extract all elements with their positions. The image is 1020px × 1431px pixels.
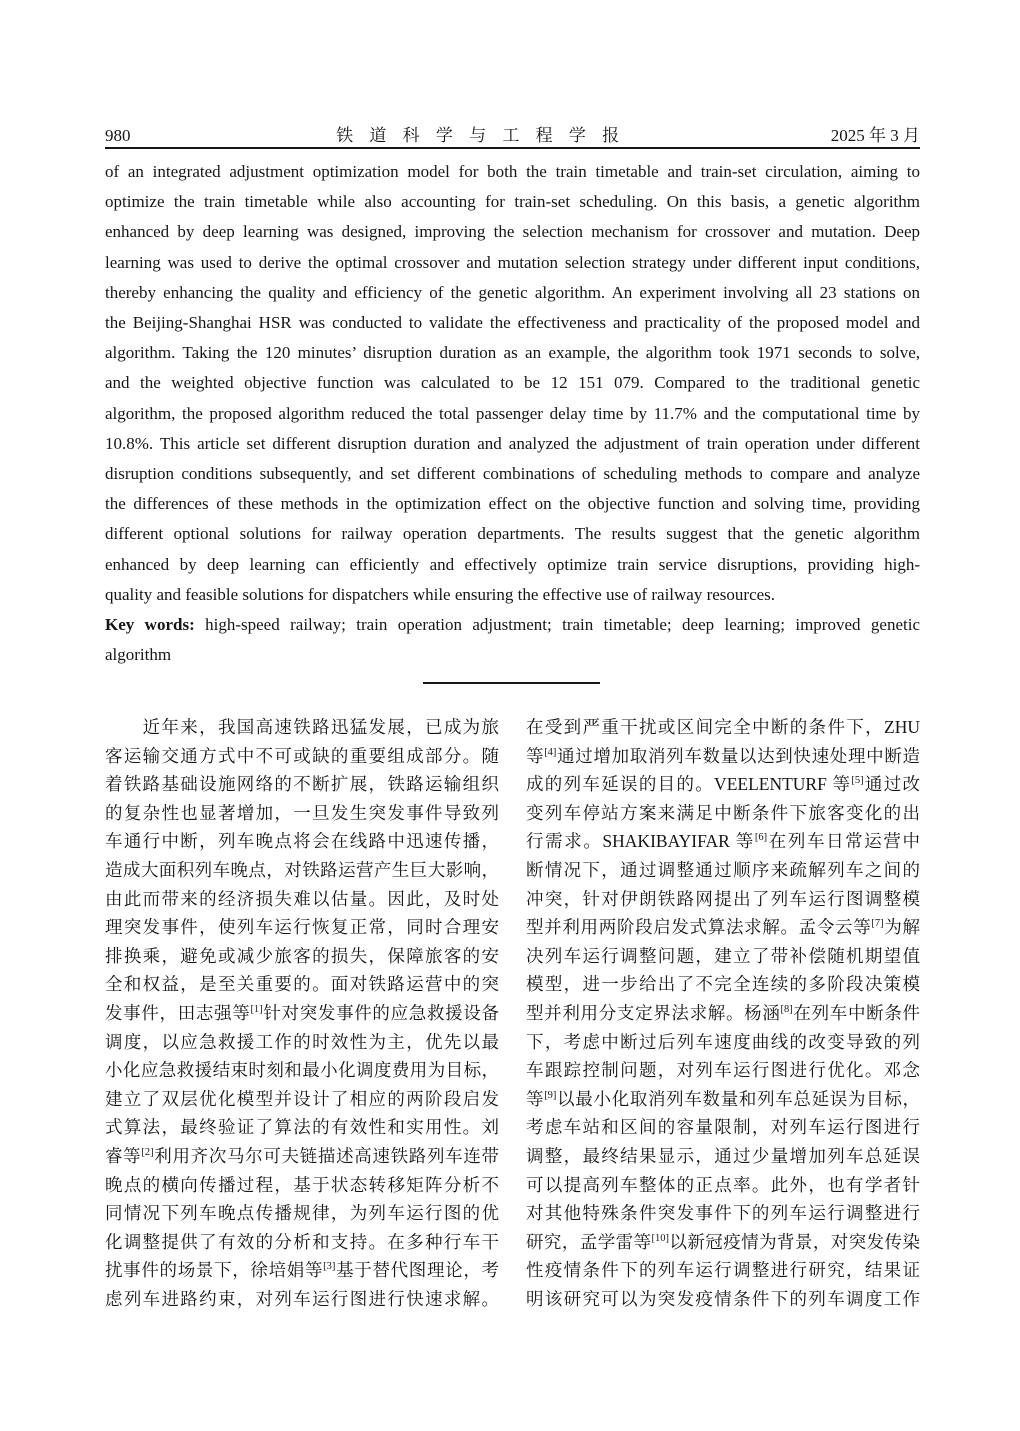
citation-ref: [4] xyxy=(544,746,557,758)
citation-ref: [8] xyxy=(780,1004,793,1016)
body-text-line: 可以提高列车整体的正点率。此外，也有学者针 xyxy=(526,1174,920,1195)
keywords-line-continued xyxy=(105,640,920,670)
abstract-line: enhanced by deep learning was designed, improving the selection mechanism for crossover and mutation. Deep xyxy=(105,222,920,242)
left-column xyxy=(105,713,499,1313)
citation-ref: [3] xyxy=(323,1261,336,1273)
body-text-line: 考虑车站和区间的容量限制，对列车运行图进行 xyxy=(526,1117,920,1138)
body-text-line: 对其他特殊条件突发事件下的列车运行调整进行 xyxy=(526,1203,920,1224)
citation-ref: [2] xyxy=(141,1147,154,1159)
body-text-line: 全和权益，是至关重要的。面对铁路运营中的突 xyxy=(105,974,499,995)
body-text-line: 由此而带来的经济损失难以估量。因此，及时处 xyxy=(105,888,499,909)
body-text-line: 着铁路基础设施网络的不断扩展，铁路运输组织 xyxy=(105,774,499,795)
body-text-line: 近年来，我国高速铁路迅猛发展，已成为旅 xyxy=(105,717,499,737)
citation-ref: [10] xyxy=(651,1232,669,1244)
body-text-line: 成的列车延误的目的。VEELENTURF 等[5]通过改 xyxy=(526,774,920,795)
citation-ref: [1] xyxy=(250,1004,263,1016)
body-text-line: 理突发事件，使列车运行恢复正常，同时合理安 xyxy=(105,917,499,938)
body-text-line: 性疫情条件下的列车运行调整进行研究，结果证 xyxy=(526,1260,920,1281)
body-text-line: 模型，进一步给出了不完全连续的多阶段决策模 xyxy=(526,974,920,995)
abstract-line: and the weighted objective function was calculated to be 12 151 079. Compared to the traditional genetic xyxy=(105,373,920,393)
body-text-line: 下，考虑中断过后列车速度曲线的改变导致的列 xyxy=(526,1031,920,1052)
abstract-section xyxy=(105,157,920,670)
citation-ref: [7] xyxy=(871,918,884,930)
body-text-line: 等[4]通过增加取消列车数量以达到快速处理中断造 xyxy=(526,745,921,766)
body-text-line: 型并利用分支定界法求解。杨涵[8]在列车中断条件 xyxy=(526,1002,920,1023)
body-text-line: 研究，孟学雷等[10]以新冠疫情为背景，对突发传染 xyxy=(526,1231,920,1252)
body-text-line: 同情况下列车晚点传播规律，为列车运行图的优 xyxy=(105,1203,499,1224)
body-text-line: 变列车停站方案来满足中断条件下旅客变化的出 xyxy=(526,802,920,823)
body-text-line: 客运输交通方式中不可或缺的重要组成部分。随 xyxy=(105,745,499,766)
abstract-line: the differences of these methods in the optimization effect on the objective function and solving time, providing xyxy=(105,494,920,514)
body-text-line: 在受到严重干扰或区间完全中断的条件下，ZHU xyxy=(526,717,920,737)
abstract-line: optimize the train timetable while also accounting for train-set scheduling. On this basis, a genetic algorithm xyxy=(105,192,920,212)
abstract-line: algorithm. Taking the 120 minutes’ disruption duration as an example, the algorithm took 1971 seconds to solve, xyxy=(105,343,920,363)
body-text-line: 断情况下，通过调整通过顺序来疏解列车之间的 xyxy=(526,859,920,880)
abstract-line: enhanced by deep learning can efficiently and effectively optimize train service disruptions, providing high- xyxy=(105,554,920,574)
page-number: 980 xyxy=(105,126,131,145)
body-text-line: 式算法，最终验证了算法的有效性和实用性。刘 xyxy=(105,1117,499,1138)
body-text-line: 冲突，针对伊朗铁路网提出了列车运行图调整模 xyxy=(526,888,920,909)
body-text-line: 化调整提供了有效的分析和支持。在多种行车干 xyxy=(105,1231,499,1252)
abstract-line: the Beijing-Shanghai HSR was conducted to validate the effectiveness and practicality of the proposed model and xyxy=(105,313,920,333)
body-text-line: 建立了双层优化模型并设计了相应的两阶段启发 xyxy=(105,1088,499,1109)
body-text-line: 调度，以应急救援工作的时效性为主，优先以最 xyxy=(105,1031,499,1052)
body-text-line: 调整，最终结果显示，通过少量增加列车总延误 xyxy=(526,1145,920,1166)
journal-title: 铁 道 科 学 与 工 程 学 报 xyxy=(336,126,626,145)
body-text-line: 明该研究可以为突发疫情条件下的列车调度工作 xyxy=(526,1288,920,1309)
body-text-line: 扰事件的场景下，徐培娟等[3]基于替代图理论，考 xyxy=(105,1260,500,1281)
keywords-line xyxy=(105,610,920,640)
body-text-line: 车通行中断，列车晚点将会在线路中迅速传播， xyxy=(105,831,499,852)
abstract-line: thereby enhancing the quality and efficiency of the genetic algorithm. An experiment involving all 23 stations on xyxy=(105,282,920,302)
citation-ref: [5] xyxy=(851,775,864,787)
body-text-line: 发事件，田志强等[1]针对突发事件的应急救援设备 xyxy=(105,1002,500,1023)
body-text-line: 排换乘，避免或减少旅客的损失，保障旅客的安 xyxy=(105,945,499,966)
body-text-line: 睿等[2]利用齐次马尔可夫链描述高速铁路列车连带 xyxy=(105,1145,500,1166)
body-text-line: 小化应急救援结束时刻和最小化调度费用为目标， xyxy=(105,1060,499,1081)
abstract-line: algorithm, the proposed algorithm reduced the total passenger delay time by 11.7% and the computational time by xyxy=(105,403,920,423)
abstract-line: learning was used to derive the optimal crossover and mutation selection strategy under different input conditions, xyxy=(105,252,920,272)
abstract-text xyxy=(105,157,920,610)
keywords-text-continued: algorithm xyxy=(105,645,172,665)
header-rule xyxy=(105,147,920,149)
abstract-line: of an integrated adjustment optimization model for both the train timetable and train-set circulation, aiming to xyxy=(105,162,920,181)
body-text-line: 虑列车进路约束，对列车运行图进行快速求解。 xyxy=(105,1288,499,1309)
abstract-line: different optional solutions for railway operation departments. The results suggest that the genetic algorithm xyxy=(105,524,920,544)
body-text-line: 晚点的横向传播过程，基于状态转移矩阵分析不 xyxy=(105,1174,499,1195)
citation-ref: [9] xyxy=(544,1089,557,1101)
keywords-text: high-speed railway; train operation adjustment; train timetable; deep learning; improved genetic xyxy=(194,615,920,635)
body-text-line: 造成大面积列车晚点，对铁路运营产生巨大影响， xyxy=(105,859,499,880)
body-text-line: 车跟踪控制问题，对列车运行图进行优化。邓念 xyxy=(526,1060,920,1081)
right-column xyxy=(526,713,920,1313)
body-text-line: 等[9]以最小化取消列车数量和列车总延误为目标， xyxy=(526,1088,921,1109)
body-text-line: 决列车运行调整问题，建立了带补偿随机期望值 xyxy=(526,945,920,966)
section-separator xyxy=(423,682,600,684)
body-text-line: 行需求。SHAKIBAYIFAR 等[6]在列车日常运营中 xyxy=(526,831,921,852)
keywords-label: Key words: xyxy=(105,615,195,635)
page-header xyxy=(105,121,920,146)
issue-date: 2025 年 3 月 xyxy=(830,126,920,145)
abstract-line: 10.8%. This article set different disruption duration and analyzed the adjustment of train operation under different xyxy=(105,433,920,453)
body-text-line: 型并利用两阶段启发式算法求解。孟令云等[7]为解 xyxy=(526,917,921,938)
abstract-line: quality and feasible solutions for dispatchers while ensuring the effective use of railway resources. xyxy=(105,584,776,604)
abstract-line: disruption conditions subsequently, and set different combinations of scheduling methods to compare and analyze xyxy=(105,464,920,484)
body-text-line: 的复杂性也显著增加，一旦发生突发事件导致列 xyxy=(105,802,499,823)
citation-ref: [6] xyxy=(754,832,768,844)
body-columns xyxy=(105,713,920,1313)
